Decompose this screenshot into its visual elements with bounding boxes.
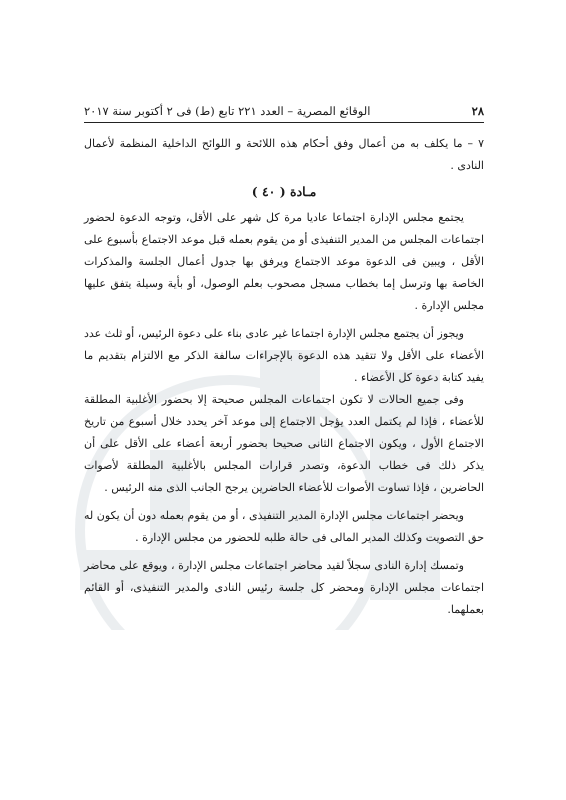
paragraph-1: يجتمع مجلس الإدارة اجتماعا عاديا مرة كل شهر على الأقل، وتوجه الدعوة لحضور اجتماعات المجلس من المدير التنفيذى أو من يقوم بعمله قبل موعد الاجتماع بأسبوع على الأقل ، ويبين فى الدعوة موعد الاجتماع ويرفق بها جدول أعمال الجلسة والمذكرات الخاصة بها وترسل إما بخطاب مسجل مصحوب بعلم الوصول، أو بأية وسيلة يتفق عليها مجلس الإدارة . (84, 211, 484, 312)
gazette-title: الوقائع المصرية – العدد ٢٢١ تابع (ط) فى ٢ أكتوبر سنة ٢٠١٧ (84, 104, 371, 118)
intro-paragraph: ٧ – ما يكلف به من أعمال وفق أحكام هذه اللائحة و اللوائح الداخلية المنظمة لأعمال النادى . (84, 137, 484, 172)
page-number: ٢٨ (471, 104, 484, 118)
paragraph-4: ويحضر اجتماعات مجلس الإدارة المدير التنفيذى ، أو من يقوم بعمله دون أن يكون له حق التصويت وكذلك المدير المالى فى حالة طلبه للحضور من مجلس الإدارة . (84, 509, 484, 544)
article-heading: مـادة ( ٤٠ ) (251, 184, 317, 199)
paragraph-2: ويجوز أن يجتمع مجلس الإدارة اجتماعا غير عادى بناء على دعوة الرئيس، أو ثلث عدد الأعضاء على الأقل ولا تتقيد هذه الدعوة بالإجراءات سالفة الذكر مع الالتزام بتقديم ما يفيد كتابة دعوة كل الأعضاء . (84, 327, 484, 384)
document-page (84, 104, 484, 621)
paragraph-3: وفى جميع الحالات لا تكون اجتماعات المجلس صحيحة إلا بحضور الأغلبية المطلقة للأعضاء ، فإذا لم يكتمل العدد يؤجل الاجتماع إلى موعد آخر يحدد خلال أسبوع من تاريخ الاجتماع الأول ، ويكون الاجتماع الثانى صحيحا بحضور أربعة أعضاء على الأقل على أن يذكر ذلك فى خطاب الدعوة، وتصدر قرارات المجلس بالأغلبية المطلقة لأصوات الحاضرين ، فإذا تساوت الأصوات للأعضاء الحاضرين يرجح الجانب الذى منه الرئيس . (84, 393, 484, 494)
paragraph-5: وتمسك إدارة النادى سجلاً لقيد محاضر اجتماعات مجلس الإدارة ، ويوقع على محاضر اجتماعات مجلس الإدارة ومحضر كل جلسة رئيس النادى والمدير التنفيذى، أو القائم بعملهما. (84, 559, 484, 616)
page-header (84, 104, 484, 123)
